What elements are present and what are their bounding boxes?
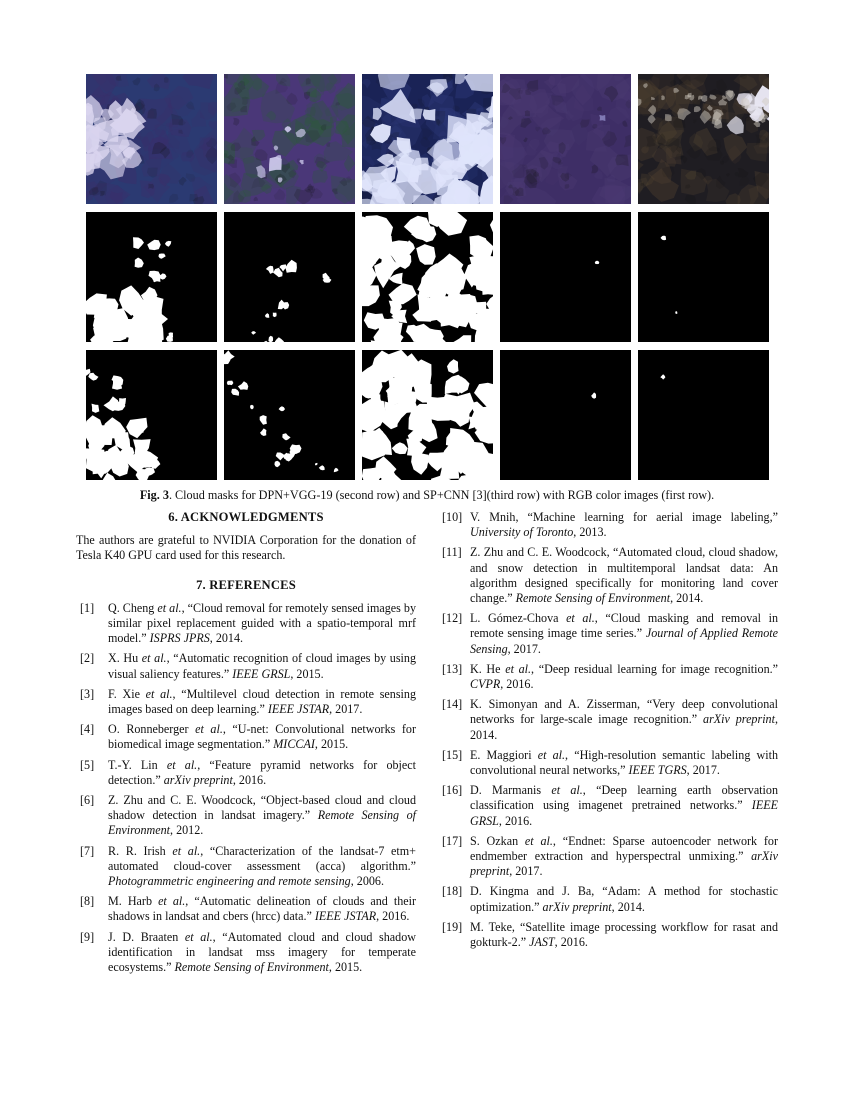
reference-number: [13] [442, 661, 463, 676]
reference-pre: T.-Y. Lin [108, 757, 167, 772]
reference-pre: S. Ozkan [470, 833, 525, 848]
reference-pre: E. Maggiori [470, 747, 538, 762]
reference-mid: , “Cloud masking and removal in remote sensing image time series.” [470, 611, 778, 641]
reference-venue: Journal of Applied Remote Sensing [470, 626, 778, 656]
reference-post: , 2015. [314, 737, 349, 752]
reference-it: et al. [566, 611, 595, 626]
reference-venue: University of Toronto [470, 525, 574, 540]
mask-sp-5 [638, 350, 769, 480]
reference-item [438, 697, 778, 743]
reference-item [438, 662, 778, 692]
reference-mid: , “Deep learning earth observation classification using imagenet pretrained networks.” [470, 783, 778, 813]
reference-venue: IEEE TGRS [628, 763, 687, 778]
reference-number: [1] [80, 600, 95, 615]
reference-number: [7] [80, 843, 95, 858]
reference-pre: L. Gómez-Chova [470, 611, 567, 626]
reference-number: [16] [442, 783, 463, 798]
reference-post: , 2016. [232, 772, 267, 787]
reference-number: [11] [442, 545, 462, 560]
reference-mid: , “Endnet: Sparse autoencoder network for endmember extraction and hyperspectral unmixing.” [470, 833, 778, 864]
reference-item [76, 894, 416, 924]
caption-label: Fig. 3 [139, 488, 169, 502]
reference-venue: MICCAI [273, 737, 315, 752]
reference-pre: X. Hu [108, 651, 142, 666]
reference-it: et al. [145, 686, 173, 701]
reference-pre: V. Mnih, “Machine learning for aerial image labeling,” [470, 510, 778, 524]
ack-heading: 6. ACKNOWLEDGMENTS [168, 510, 324, 524]
reference-it: et al. [166, 757, 198, 772]
reference-mid: , “Characterization of the landsat-7 etm+ automated cloud-cover assessment (acca) algorithm.” [108, 843, 417, 873]
reference-item [438, 545, 778, 606]
reference-venue: IEEE JSTAR [267, 702, 330, 717]
reference-post: , 2014. [611, 899, 645, 914]
reference-pre: Z. Zhu and C. E. Woodcock, “Object-based cloud and cloud shadow detection in landsat imagery.” [108, 793, 416, 823]
reference-post: , 2016. [500, 677, 534, 692]
reference-pre: Z. Zhu and C. E. Woodcock, “Automated cloud, cloud shadow, and snow detection in multitemporal landsat data: An algorithm designed specifically for monitoring land cover change.” [470, 545, 778, 606]
reference-number: [17] [442, 833, 463, 848]
left-column [76, 510, 416, 980]
reference-it: et al. [184, 929, 213, 944]
reference-venue: Remote Sensing of Environment [108, 808, 416, 838]
reference-mid: , “Cloud removal for remotely sensed images by similar pixel replacement guided with a spatio-temporal mrf model.” [108, 600, 417, 646]
mask-dpn-1 [86, 212, 217, 342]
right-column [438, 510, 778, 955]
reference-number: [18] [442, 884, 463, 899]
reference-it: et al. [505, 661, 532, 676]
reference-item [438, 783, 778, 829]
reference-number: [19] [442, 919, 463, 934]
reference-number: [14] [442, 697, 463, 712]
reference-venue: Photogrammetric engineering and remote sensing [108, 874, 351, 889]
reference-item [76, 722, 416, 752]
refs-heading: 7. REFERENCES [196, 577, 296, 592]
reference-number: [2] [80, 651, 95, 666]
reference-post: , 2014. [470, 712, 778, 742]
figure-3 [86, 74, 768, 480]
reference-it: et al. [172, 843, 201, 858]
reference-post: , 2017. [329, 702, 363, 717]
reference-pre: M. Harb [108, 894, 159, 909]
reference-post: , 2015. [290, 666, 324, 681]
reference-venue: Remote Sensing of Environment [515, 591, 671, 606]
reference-number: [8] [80, 894, 95, 909]
ack-text: The authors are grateful to NVIDIA Corporation for the donation of Tesla K40 GPU card used for this research. [76, 533, 416, 563]
mask-dpn-2 [224, 212, 355, 342]
reference-item [76, 758, 416, 788]
rgb-3 [362, 74, 493, 204]
reference-post: , 2016. [376, 909, 410, 924]
mask-dpn-4 [500, 212, 631, 342]
reference-post: , 2017. [509, 864, 543, 879]
reference-it: et al. [157, 600, 182, 615]
reference-pre: F. Xie [108, 686, 146, 701]
reference-number: [3] [80, 686, 95, 701]
mask-sp-1 [86, 350, 217, 480]
reference-number: [5] [80, 757, 95, 772]
reference-pre: K. Simonyan and A. Zisserman, “Very deep convolutional networks for large-scale image recognition.” [470, 697, 778, 727]
reference-pre: R. R. Irish [108, 843, 173, 858]
caption-text: . Cloud masks for DPN+VGG-19 (second row) and SP+CNN [3](third row) with RGB color images (first row). [168, 488, 715, 502]
mask-sp-2 [224, 350, 355, 480]
reference-pre: D. Marmanis [470, 783, 552, 798]
reference-venue: JAST [529, 935, 555, 950]
reference-item [76, 651, 416, 681]
reference-pre: O. Ronneberger [108, 722, 196, 737]
mask-dpn-3 [362, 212, 493, 342]
rgb-5 [638, 74, 769, 204]
reference-item [438, 510, 778, 540]
reference-post: , 2006. [350, 874, 384, 889]
reference-number: [4] [80, 722, 95, 737]
reference-post: , 2014. [209, 631, 244, 646]
refs-list-left [76, 601, 416, 975]
reference-mid: , “Automated cloud and cloud shadow identification in landsat mss imagery for temperate ecosystems.” [108, 929, 416, 975]
reference-venue: IEEE GRSL [232, 666, 291, 681]
reference-post: , 2017. [686, 763, 720, 778]
reference-pre: M. Teke, “Satellite image processing workflow for rasat and gokturk-2.” [470, 919, 778, 950]
reference-item [76, 687, 416, 717]
mask-sp-4 [500, 350, 631, 480]
figure-caption [86, 488, 768, 503]
rgb-4 [500, 74, 631, 204]
reference-item [438, 748, 778, 778]
reference-pre: J. D. Braaten [108, 929, 185, 944]
reference-it: et al. [141, 651, 167, 666]
reference-mid: , “U-net: Convolutional networks for biomedical image segmentation.” [108, 722, 416, 752]
reference-mid: , “Automatic recognition of cloud images by using visual saliency features.” [108, 651, 416, 681]
reference-post: , 2017. [507, 641, 541, 656]
reference-mid: , “High-resolution semantic labeling with convolutional neural networks,” [470, 747, 779, 778]
mask-dpn-5 [638, 212, 769, 342]
reference-mid: , “Multilevel cloud detection in remote sensing images based on deep learning.” [108, 686, 416, 717]
reference-mid: , “Feature pyramid networks for object detection.” [108, 757, 416, 787]
mask-sp-3 [362, 350, 493, 480]
reference-post: , 2016. [498, 813, 533, 828]
reference-venue: Remote Sensing of Environment [174, 960, 329, 975]
reference-number: [9] [80, 929, 95, 944]
reference-number: [12] [442, 611, 463, 626]
reference-item [438, 920, 778, 950]
reference-item [438, 834, 778, 880]
reference-venue: arXiv preprint [542, 899, 612, 914]
reference-item [438, 611, 778, 657]
reference-venue: CVPR [470, 677, 501, 692]
reference-post: , 2012. [170, 823, 204, 838]
reference-it: et al. [537, 747, 566, 762]
image-grid [86, 74, 768, 480]
reference-item [76, 930, 416, 976]
reference-post: , 2013. [573, 525, 607, 540]
reference-it: et al. [158, 894, 186, 909]
reference-it: et al. [524, 833, 553, 848]
reference-mid: , “Deep residual learning for image recognition.” [531, 661, 779, 676]
reference-item [76, 793, 416, 839]
reference-item [438, 884, 778, 914]
rgb-1 [86, 74, 217, 204]
reference-it: et al. [551, 783, 583, 798]
reference-number: [10] [442, 510, 463, 524]
reference-pre: K. He [470, 661, 506, 676]
reference-mid: , “Automatic delineation of clouds and their shadows in landsat and cbers (hrcc) data.” [108, 894, 417, 924]
rgb-2 [224, 74, 355, 204]
reference-post: , 2016. [554, 935, 588, 950]
reference-number: [15] [442, 747, 463, 762]
reference-venue: ISPRS JPRS [149, 631, 210, 646]
reference-venue: IEEE GRSL [470, 798, 778, 828]
refs-list-right [438, 510, 778, 950]
reference-venue: arXiv preprint [703, 712, 775, 727]
reference-item [76, 601, 416, 647]
reference-venue: IEEE JSTAR [314, 909, 377, 924]
reference-venue: arXiv preprint [470, 849, 778, 879]
reference-it: et al. [195, 722, 223, 737]
reference-number: [6] [80, 793, 95, 808]
reference-pre: D. Kingma and J. Ba, “Adam: A method for stochastic optimization.” [470, 884, 778, 914]
reference-post: , 2015. [328, 960, 363, 975]
reference-post: , 2014. [670, 591, 704, 606]
reference-item [76, 844, 416, 890]
reference-venue: arXiv preprint [163, 772, 233, 787]
reference-pre: Q. Cheng [108, 600, 158, 615]
